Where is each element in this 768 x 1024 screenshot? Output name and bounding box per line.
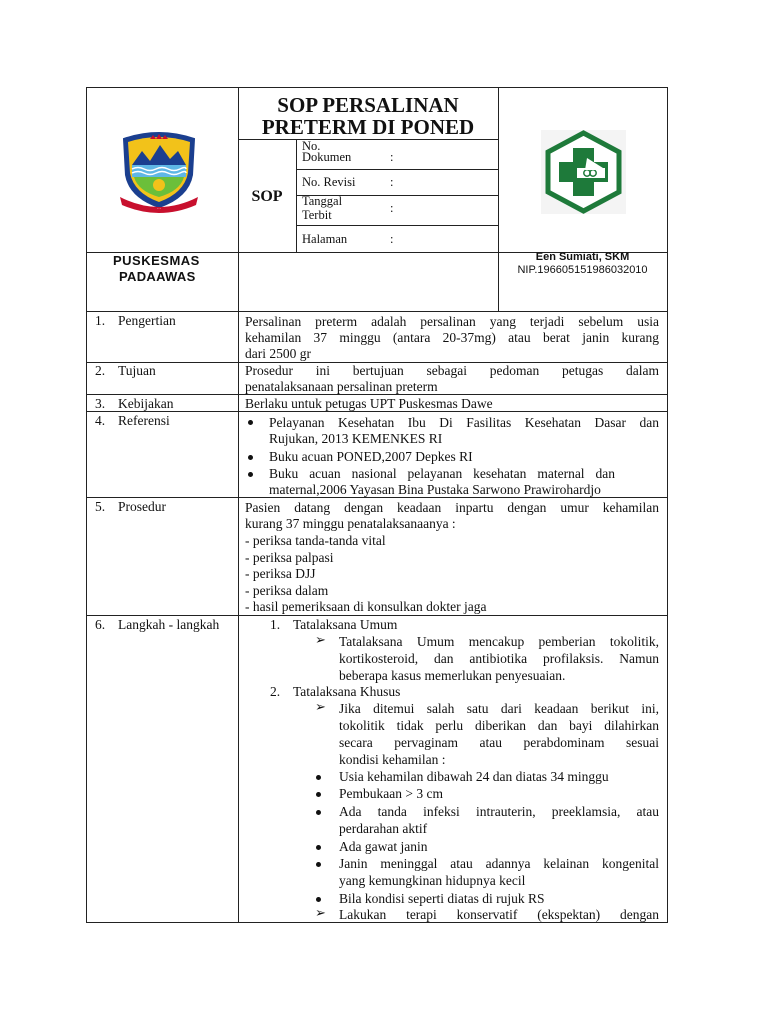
section-number: 1. [95,313,106,328]
bullet-icon [248,455,253,460]
section-number: 2. [95,363,106,378]
step-text: Lakukan terapi konservatif (ekspektan) dengan [339,907,659,922]
condition-text: yang kemungkinan hidupnya kecil [339,873,526,888]
document-title-line2: PRETERM DI PONED [261,115,475,139]
condition-text: perdarahan aktif [339,821,428,836]
org-name-line2: PADAAWAS [119,269,196,284]
bullet-icon [316,862,321,867]
reference-text: maternal,2006 Yayasan Bina Pustaka Sarwono Prawirohardjo [269,482,601,497]
bullet-icon [316,810,321,815]
reference-text: Buku acuan nasional pelayanan kesehatan maternal dan [269,466,615,481]
doc-field-value: : [390,150,394,164]
section-text: Pasien datang dengan keadaan inpartu dengan umur kehamilan [245,500,659,515]
doc-field-label: No. Revisi [302,175,356,189]
section-label: Tujuan [118,363,156,378]
doc-field-value: : [390,175,394,189]
green-cross-logo [541,130,626,214]
doc-field-label: Tanggal [302,194,343,208]
section-label: Kebijakan [118,396,174,411]
svg-text:...: ... [156,206,162,211]
section-text: Persalinan preterm adalah persalinan yang terjadi sebelum usia [245,314,659,329]
reference-text: Buku acuan PONED,2007 Depkes RI [269,449,473,464]
section-text: kurang 37 minggu penatalaksanaanya : [245,516,456,531]
step-number: 1. [270,617,281,632]
org-name-line1: PUSKESMAS [113,253,200,268]
section-label: Referensi [118,413,170,428]
doc-field-value: : [390,201,394,215]
section-text: - periksa dalam [245,583,329,598]
section-text: - periksa palpasi [245,550,334,565]
bullet-icon [316,792,321,797]
reference-text: Rujukan, 2013 KEMENKES RI [269,431,443,446]
section-text: penatalaksanaan persalinan preterm [245,379,438,394]
section-text: Prosedur ini bertujuan sebagai pedoman petugas dalam [245,363,659,378]
bullet-icon [316,897,321,902]
arrow-bullet-icon: ➢ [315,700,326,715]
section-text: dari 2500 gr [245,346,311,361]
section-label: Prosedur [118,499,166,514]
doc-field-label: Dokumen [302,150,352,164]
section-text: - hasil pemeriksaan di konsulkan dokter jaga [245,599,487,614]
section-text: kehamilan 37 minggu (antara 20-37mg) atau berat janin kurang [245,330,659,345]
signer-nip: NIP.196605151986032010 [517,264,648,276]
signer-name: Een Sumiati, SKM [535,251,630,263]
condition-text: Pembukaan > 3 cm [339,786,443,801]
step-text: Tatalaksana Umum mencakup pemberian tokolitik, [339,634,659,649]
arrow-bullet-icon: ➢ [315,906,326,921]
step-text: beberapa kasus memerlukan penyesuaian. [339,668,566,683]
condition-text: Ada gawat janin [339,839,428,854]
section-text: Berlaku untuk petugas UPT Puskesmas Dawe [245,396,493,411]
condition-text: Ada tanda infeksi intrauterin, preeklamsia, atau [339,804,659,819]
bullet-icon [248,420,253,425]
step-text: kortikosteroid, dan antibiotika profilaksis. Namun [339,651,659,666]
doc-field-value: : [390,232,394,246]
step-text: Jika ditemui salah satu dari keadaan berikut ini, [339,701,659,716]
step-number: 2. [270,684,281,699]
condition-text: Janin meninggal atau adannya kelainan kongenital [339,856,659,871]
doc-field-label: No. [302,139,321,153]
regency-crest-logo [118,125,200,215]
step-text: tokolitik tidak perlu diberikan dan bayi dilahirkan [339,718,659,733]
step-text: kondisi kehamilan : [339,752,446,767]
section-number: 5. [95,499,106,514]
doc-field-label: Halaman [302,232,348,246]
document-title-line1: SOP PERSALINAN [277,93,459,117]
bullet-icon [248,472,253,477]
section-text: - periksa DJJ [245,566,316,581]
sop-label: SOP [251,188,283,205]
step-title: Tatalaksana Khusus [293,684,401,699]
condition-text: Usia kehamilan dibawah 24 dan diatas 34 minggu [339,769,609,784]
section-number: 6. [95,617,106,632]
arrow-bullet-icon: ➢ [315,633,326,648]
section-label: Langkah - langkah [118,617,220,632]
bullet-icon [316,845,321,850]
step-title: Tatalaksana Umum [293,617,398,632]
bullet-icon [316,775,321,780]
condition-text: Bila kondisi seperti diatas di rujuk RS [339,891,545,906]
section-number: 3. [95,396,106,411]
step-text: secara pervaginam atau perabdominam sesuai [339,735,659,750]
section-text: - periksa tanda-tanda vital [245,533,386,548]
section-number: 4. [95,413,106,428]
section-label: Pengertian [118,313,176,328]
doc-field-label: Terbit [302,208,332,222]
reference-text: Pelayanan Kesehatan Ibu Di Fasilitas Kesehatan Dasar dan [269,415,659,430]
